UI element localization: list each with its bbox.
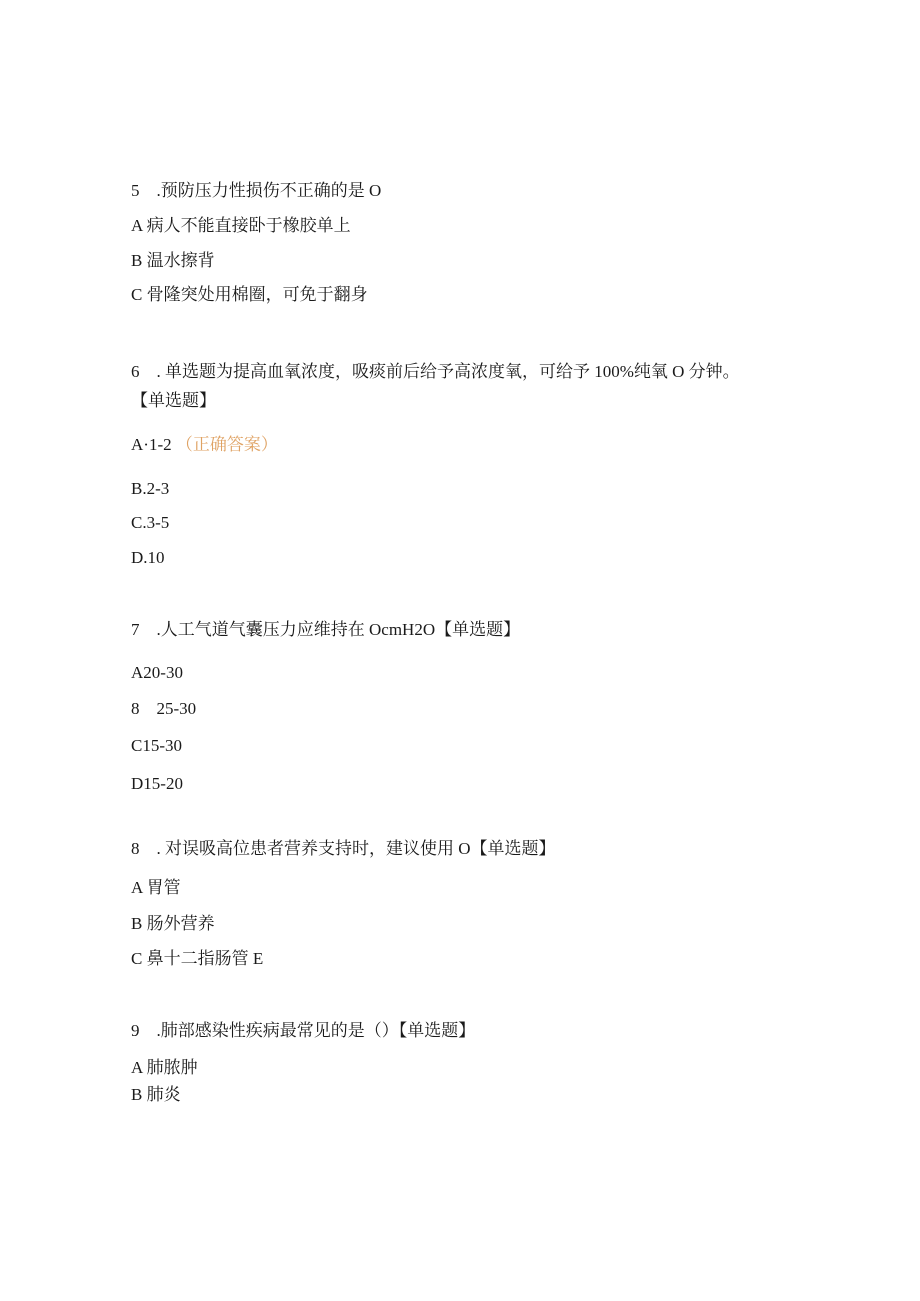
question-5-option-a: A 病人不能直接卧于橡胶单上 (131, 216, 351, 235)
question-8-option-c: C 鼻十二指肠管 E (131, 949, 264, 968)
question-6-option-c: C.3-5 (131, 513, 170, 532)
question-9-option-b: B 肺炎 (131, 1085, 181, 1104)
question-7-option-a: A20-30 (131, 663, 183, 682)
question-6-type-tag: 【单选题】 (131, 391, 216, 410)
question-5-option-c: C 骨隆突处用棉圈，可免于翻身 (131, 285, 368, 304)
question-6-option-b: B.2-3 (131, 479, 170, 498)
question-6-option-a (131, 434, 278, 456)
question-7-title: 7 .人工气道气囊压力应维持在 OcmH2O【单选题】 (131, 620, 521, 639)
question-7-option-d: D15-20 (131, 774, 183, 793)
question-7-option-b: 8 25-30 (131, 699, 197, 718)
question-5-title: 5 .预防压力性损伤不正确的是 O (131, 181, 382, 200)
question-6-title: 6 . 单选题为提高血氧浓度，吸痰前后给予高浓度氧，可给予 100%纯氧 O 分钟。 (131, 362, 740, 381)
question-5-option-b: B 温水擦背 (131, 251, 215, 270)
question-9-option-a: A 肺脓肿 (131, 1058, 198, 1077)
question-7-option-c: C15-30 (131, 736, 182, 755)
question-8-title: 8 . 对误吸高位患者营养支持时，建议使用 O【单选题】 (131, 839, 556, 858)
question-9-title: 9 .肺部感染性疾病最常见的是（）【单选题】 (131, 1021, 476, 1040)
correct-answer-label: （正确答案） (175, 435, 278, 454)
question-8-option-b: B 肠外营养 (131, 914, 215, 933)
question-6-option-d: D.10 (131, 548, 165, 567)
question-8-option-a: A 胃管 (131, 878, 181, 897)
option-text: A·1-2 (131, 435, 176, 454)
